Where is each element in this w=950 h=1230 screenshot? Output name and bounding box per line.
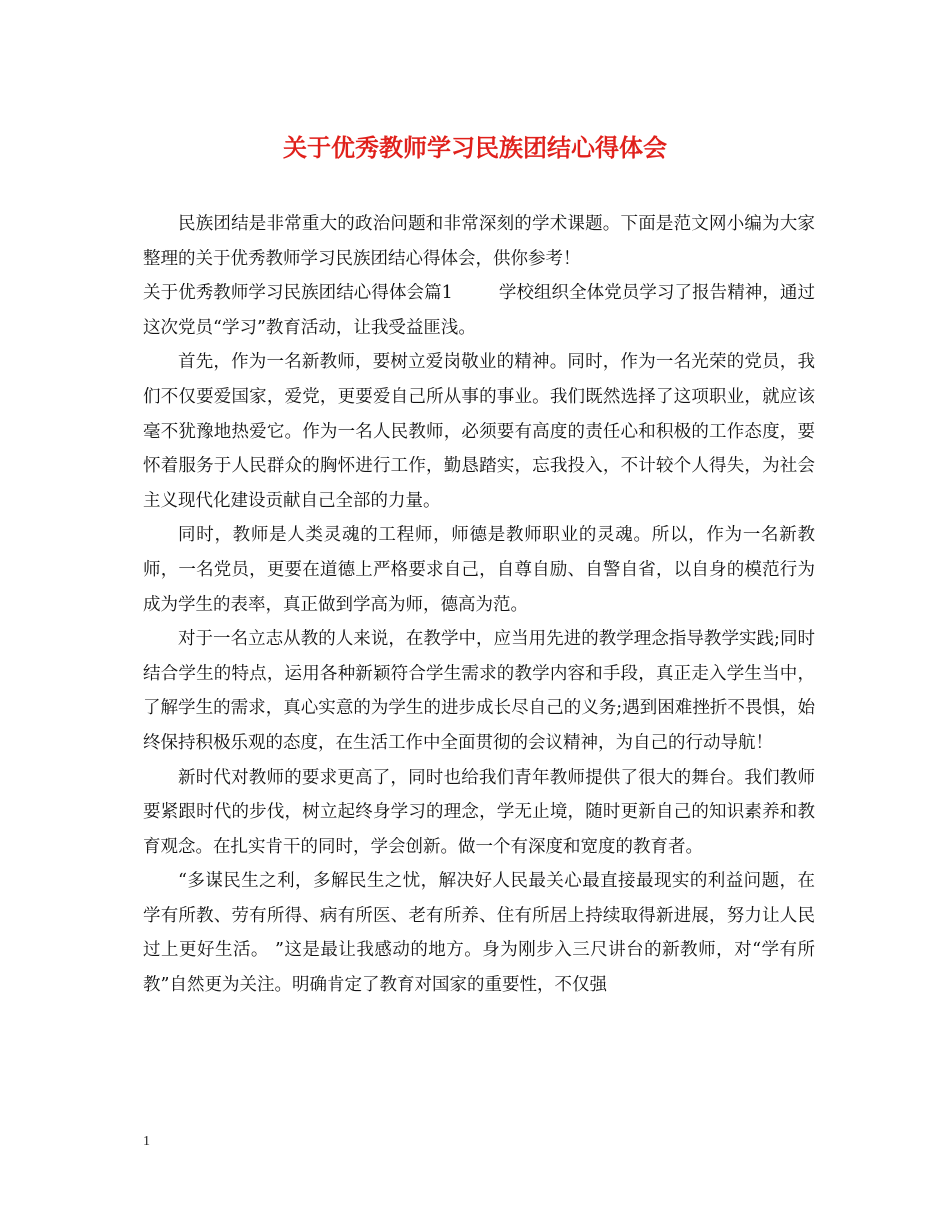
document-title: 关于优秀教师学习民族团结心得体会 [283,133,667,162]
intro-paragraph: 民族团结是非常重大的政治问题和非常深刻的学术课题。下面是范文网小编为大家整理的关于优秀教师学习民族团结心得体会，供你参考！ [143,214,815,269]
body-paragraph: “多谋民生之利，多解民生之忧，解决好人民最关心最直接最现实的利益问题，在学有所教、劳有所得、病有所医、老有所养、住有所居上持续取得新进展，努力让人民过上更好生活。 ”这是最让我感动的地方。身为刚步入三尺讲台的新教师，对“学有所教”自然更为关注。明确肯定了教育对国家的重要性，不仅强 [143,871,815,996]
section-lead: 学校组织全体党员学习了报告精神，通过这次党员“学习”教育活动，让我受益匪浅。 [143,283,815,338]
body-paragraph: 对于一名立志从教的人来说，在教学中，应当用先进的教学理念指导教学实践;同时结合学生的特点，运用各种新颖符合学生需求的教学内容和手段，真正走入学生当中，了解学生的需求，真心实意的为学生的进步成长尽自己的义务;遇到困难挫折不畏惧，始终保持积极乐观的态度，在生活工作中全面贯彻的会议精神，为自己的行动导航！ [143,629,815,753]
document-body [143,207,815,1003]
page-number: 1 [143,1134,150,1149]
body-paragraph: 同时，教师是人类灵魂的工程师，师德是教师职业的灵魂。所以，作为一名新教师，一名党员，更要在道德上严格要求自己，自尊自励、自警自省，以自身的模范行为成为学生的表率，真正做到学高为师，德高为范。 [143,525,815,615]
body-paragraph: 新时代对教师的要求更高了，同时也给我们青年教师提供了很大的舞台。我们教师要紧跟时代的步伐，树立起终身学习的理念，学无止境，随时更新自己的知识素养和教育观念。在扎实肯干的同时，学会创新。做一个有深度和宽度的教育者。 [143,767,815,857]
section-heading: 关于优秀教师学习民族团结心得体会篇1 [143,283,453,304]
body-paragraph: 首先，作为一名新教师，要树立爱岗敬业的精神。同时，作为一名光荣的党员，我们不仅要爱国家，爱党，更要爱自己所从事的事业。我们既然选择了这项职业，就应该毫不犹豫地热爱它。作为一名人民教师，必须要有高度的责任心和积极的工作态度，要怀着服务于人民群众的胸怀进行工作，勤恳踏实，忘我投入，不计较个人得失，为社会主义现代化建设贡献自己全部的力量。 [143,352,815,511]
section-paragraph [143,276,815,345]
